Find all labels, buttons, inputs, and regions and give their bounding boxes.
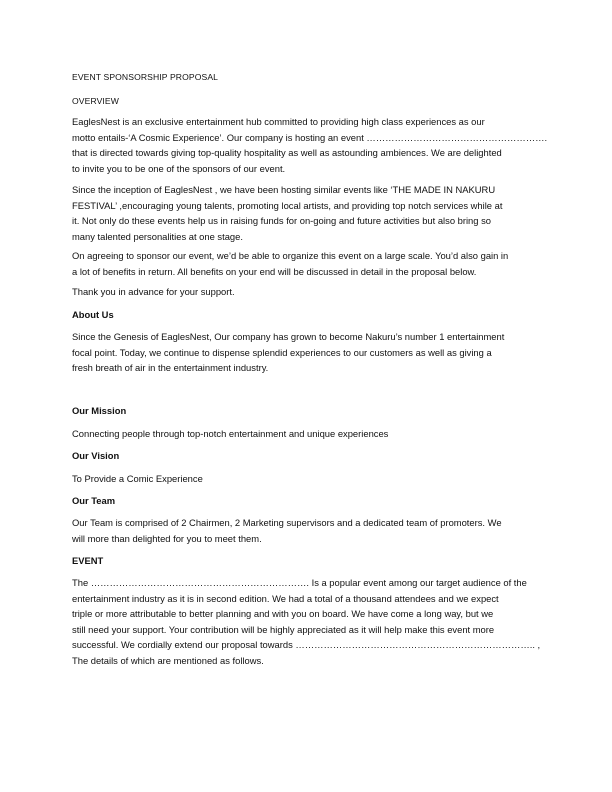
paragraph-line: fresh breath of air in the entertainment industry. <box>72 362 269 374</box>
mission-text: Connecting people through top-notch entertainment and unique experiences <box>72 428 389 439</box>
paragraph-line: will more than delighted for you to meet them. <box>72 532 262 544</box>
team-heading: Our Team <box>72 495 116 506</box>
paragraph-line: to invite you to be one of the sponsors of our event. <box>72 162 286 174</box>
paragraph-line: motto entails-‘A Cosmic Experience’. Our company is hosting an event …………………………………………………. <box>72 131 548 143</box>
paragraph-line: FESTIVAL’ ,encouraging young talents, promoting local artists, and providing top notch services while at <box>72 199 503 211</box>
about-heading: About Us <box>72 309 114 320</box>
paragraph-line: On agreeing to sponsor our event, we’d be able to organize this event on a large scale. You’d also gain in <box>72 250 509 261</box>
mission-heading: Our Mission <box>72 405 127 416</box>
paragraph-line: The details of which are mentioned as follows. <box>72 654 264 666</box>
overview-heading: OVERVIEW <box>72 96 119 106</box>
overview-paragraph-2 <box>72 182 502 244</box>
event-heading: EVENT <box>72 555 104 566</box>
vision-text: To Provide a Comic Experience <box>72 473 203 484</box>
event-paragraph <box>72 575 540 669</box>
paragraph-line: Since the inception of EaglesNest , we have been hosting similar events like ‘THE MADE IN NAKURU <box>72 184 496 195</box>
paragraph-line: entertainment industry as it is in second edition. We had a total of a thousand attendees and we expect <box>72 592 499 604</box>
paragraph-line: EaglesNest is an exclusive entertainment hub committed to providing high class experiences as our <box>72 116 485 127</box>
document-title: EVENT SPONSORSHIP PROPOSAL <box>72 72 219 82</box>
paragraph-line: it. Not only do these events help us in raising funds for on-going and future activities but also bring so <box>72 215 491 227</box>
team-paragraph <box>72 515 502 546</box>
paragraph-line: that is directed towards giving top-quality hospitality as well as astounding ambiences. We are delighted <box>72 147 502 159</box>
vision-heading: Our Vision <box>72 450 120 461</box>
paragraph-line: focal point. Today, we continue to dispense splendid experiences to our customers as well as giving a <box>72 346 492 358</box>
paragraph-line: Our Team is comprised of 2 Chairmen, 2 Marketing supervisors and a dedicated team of promoters. We <box>72 517 502 528</box>
paragraph-line: many talented personalities at one stage. <box>72 230 243 242</box>
paragraph-line: successful. We cordially extend our proposal towards ………………………………………………………………….. , <box>72 639 541 651</box>
paragraph-line: The ……………………………………………………………. Is a popular event among our target audience of the <box>72 577 527 588</box>
paragraph-line: triple or more attributable to better planning and with you on board. We have come a long way, but we <box>72 608 494 620</box>
overview-paragraph-1 <box>72 114 547 176</box>
overview-paragraph-3 <box>72 248 508 279</box>
about-paragraph <box>72 329 504 376</box>
paragraph-line: still need your support. Your contribution will be highly appreciated as it will help make this event more <box>72 623 495 635</box>
paragraph-line: a lot of benefits in return. All benefits on your end will be discussed in detail in the proposal below. <box>72 265 477 277</box>
paragraph-line: Since the Genesis of EaglesNest, Our company has grown to become Nakuru’s number 1 entertainment <box>72 331 505 342</box>
overview-paragraph-4: Thank you in advance for your support. <box>72 286 235 297</box>
